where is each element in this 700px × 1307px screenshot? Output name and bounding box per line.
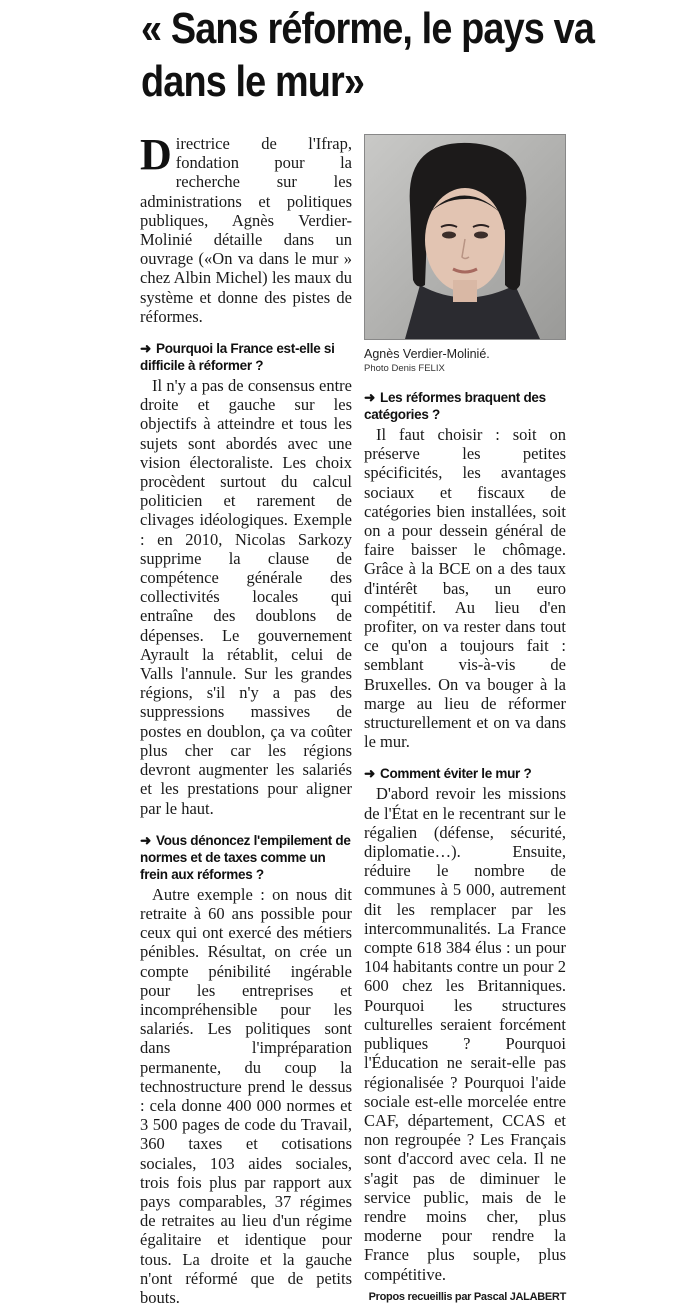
question-4: ➜ Comment éviter le mur ?: [364, 766, 532, 782]
drop-cap: D: [140, 130, 172, 179]
question-2: ➜ Vous dénoncez l'empilement de normes et de taxes comme un frein aux réformes ?: [140, 832, 351, 882]
answer-3: Il faut choisir : soit on préserve les petites spécificités, les avantages sociaux et fiscaux de catégories bien installées, soit on a pour dessein général de faire baisser le chômage. Grâce à la BCE on a des taux d'intérêt bas, un euro compétitif. Au lieu d'en profiter, on va rester dans tout ce qu'on a toujours fait : semblant vis-à-vis de Bruxelles. On va bouger à la marge au lieu de réformer structurellement et on va dans le mur.: [364, 425, 566, 752]
article-headline: « Sans réforme, le pays va dans le mur»: [141, 4, 595, 106]
arrow-icon: ➜: [364, 766, 376, 782]
question-1: ➜ Pourquoi la France est-elle si difficile à réformer ?: [140, 341, 335, 374]
left-column: [140, 130, 352, 1307]
arrow-icon: ➜: [140, 341, 152, 357]
answer-2: Autre exemple : on nous dit retraite à 60 ans possible pour ceux qui ont exercé des métiers pénibles. Résultat, on crée un compte pénibilité ingérable pour les entreprises et incompréhensible pour les salariés. Les politiques sont dans l'impréparation permanente, du coup la technostructure prend le dessus : cela donne 400 000 normes et 3 500 pages de code du Travail, 360 taxes et cotisations sociales, 103 aides sociales, trois fois plus par rapport aux pays comparables, 37 régimes de retraites au lieu d'un régime égalitaire et identique pour tous. La droite et la gauche n'ont réformé que de petits bouts.: [140, 884, 352, 1307]
arrow-icon: ➜: [364, 390, 376, 405]
intro-text: irectrice de l'Ifrap, fondation pour la recherche sur les administrations et politiques publiques, Agnès Verdier-Molinié détaille dans un ouvrage («On va dans le mur » chez Albin Michel) les maux du système et donne des pistes de réformes.: [140, 134, 352, 326]
photo-caption: Agnès Verdier-Molinié.: [364, 347, 490, 361]
question-3: ➜ Les réformes braquent des catégories ?: [364, 390, 546, 422]
portrait-image: [365, 135, 565, 339]
photo-credit: Photo Denis FELIX: [364, 363, 445, 374]
answer-4: D'abord revoir les missions de l'État en le recentrant sur le régalien (défense, sécurité, diplomatie…). Ensuite, réduire le nombre de communes à 5 000, autrement dit les remplacer par les intercommunalités. La France compte 618 384 élus : un pour 104 habitants contre un pour 2 600 chez les Britanniques. Pourquoi les structures culturelles seraient forcément publiques ? Pourquoi l'Éducation ne serait-elle pas régionalisée ? Pourquoi l'aide sociale est-elle morcelée entre CAF, département, CCAS et non regroupée ? Les Français sont d'accord avec cela. Il ne s'agit pas de diminuer le service public, mais de le rendre moins cher, plus moderne pour rendre la France plus souple, plus compétitive.: [364, 784, 566, 1284]
intro-paragraph: [140, 130, 352, 326]
right-column: [364, 134, 566, 1307]
arrow-icon: ➜: [140, 832, 152, 848]
portrait-photo: [364, 134, 566, 340]
answer-1: Il n'y a pas de consensus entre droite et gauche sur les objectifs à atteindre et tous les sujets sont abordés avec une vision électoraliste. Les choix procèdent surtout du calcul politicien et rarement de clivages idéologiques. Exemple : en 2010, Nicolas Sarkozy supprime la clause de compétence générale des collectivités locales qui entraîne des doublons de dépenses. Le gouvernement Ayrault la rétablit, celui de Valls l'annule. Sur les grandes régions, s'il n'y a pas des suppressions massives de postes en doublon, ça va coûter plus cher car les régions devront augmenter les salariés et les prestations pour aligner par le haut.: [140, 376, 352, 818]
byline-signature: Propos recueillis par Pascal JALABERT: [368, 1290, 566, 1303]
